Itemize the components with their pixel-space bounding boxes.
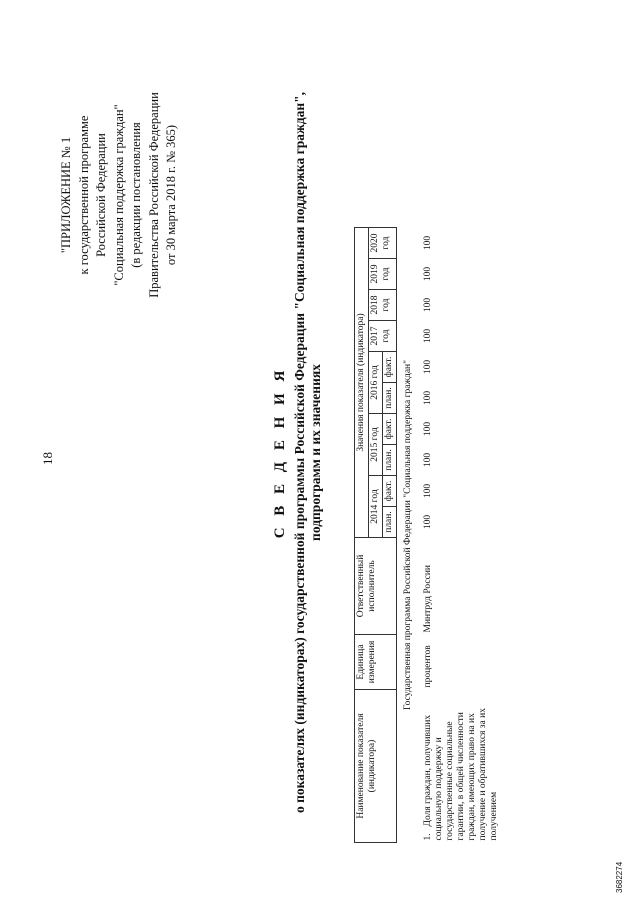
row-2015-plan: 100	[423, 452, 433, 468]
row-2015-fact: 100	[423, 421, 433, 437]
program-row	[397, 228, 423, 843]
row-2019: 100	[423, 266, 433, 282]
row-2014-fact: 100	[423, 483, 433, 499]
appendix-line: к государственной программе	[76, 115, 91, 275]
appendix-header	[58, 45, 181, 345]
indicators-table	[354, 227, 501, 843]
header-2018: 2018 год	[369, 290, 397, 321]
row-responsible: Минтруд России	[423, 564, 433, 633]
header-2016-plan: план.	[383, 383, 397, 414]
header-responsible: Ответственный исполнитель	[355, 538, 397, 635]
appendix-line: "ПРИЛОЖЕНИЕ № 1	[59, 136, 73, 254]
appendix-line: Правительства Российской Федерации	[146, 92, 161, 298]
header-values-group: Значения показателя (индикатора)	[355, 228, 369, 538]
appendix-line: (в редакции постановления	[129, 122, 143, 268]
row-2018: 100	[423, 297, 433, 313]
header-2014: 2014 год	[369, 476, 383, 538]
header-2014-fact: факт.	[383, 476, 397, 507]
row-2020: 100	[423, 235, 433, 251]
header-row-1	[355, 228, 369, 843]
header-2016-fact: факт.	[383, 352, 397, 383]
document-title: С В Е Д Е Н И Я	[272, 366, 288, 539]
row-index: 1.	[423, 833, 433, 841]
document-id: 3682274	[615, 861, 624, 893]
header-2014-plan: план.	[383, 507, 397, 538]
appendix-line: "Социальная поддержка граждан"	[111, 104, 126, 286]
table-row	[422, 228, 501, 843]
subtitle-line-2: подпрограмм и их значениях	[308, 364, 323, 541]
header-2016: 2016 год	[369, 352, 383, 414]
row-name: Доля граждан, получивших социальную поддержку и государственные социальные гарантии, в общей численности граждан, имеющих право на их получение и обратившихся за их получением	[423, 708, 499, 841]
program-line: Государственная программа Российской Федерации "Социальная поддержка граждан"	[403, 359, 413, 711]
document-subtitle	[292, 0, 324, 905]
row-2016-fact: 100	[423, 359, 433, 375]
row-name-cell	[422, 690, 501, 843]
header-2015: 2015 год	[369, 414, 383, 476]
row-unit: процентов	[423, 645, 433, 688]
appendix-line: от 30 марта 2018 г. № 365)	[164, 124, 178, 266]
header-2019: 2019 год	[369, 259, 397, 290]
row-2014-plan: 100	[423, 514, 433, 530]
header-unit: Единица измерения	[355, 635, 397, 690]
header-name: Наименование показателя (индикатора)	[355, 690, 397, 843]
subtitle-line-1: о показателях (индикаторах) государственной программы Российской Федерации "Социальная поддержка граждан",	[292, 92, 307, 814]
page-number: 18	[40, 452, 55, 465]
header-2015-fact: факт.	[383, 414, 397, 445]
header-2020: 2020 год	[369, 228, 397, 259]
appendix-line: Российской Федерации	[94, 133, 108, 257]
header-2015-plan: план.	[383, 445, 397, 476]
row-2017: 100	[423, 328, 433, 344]
row-2016-plan: 100	[423, 390, 433, 406]
header-2017: 2017 год	[369, 321, 397, 352]
